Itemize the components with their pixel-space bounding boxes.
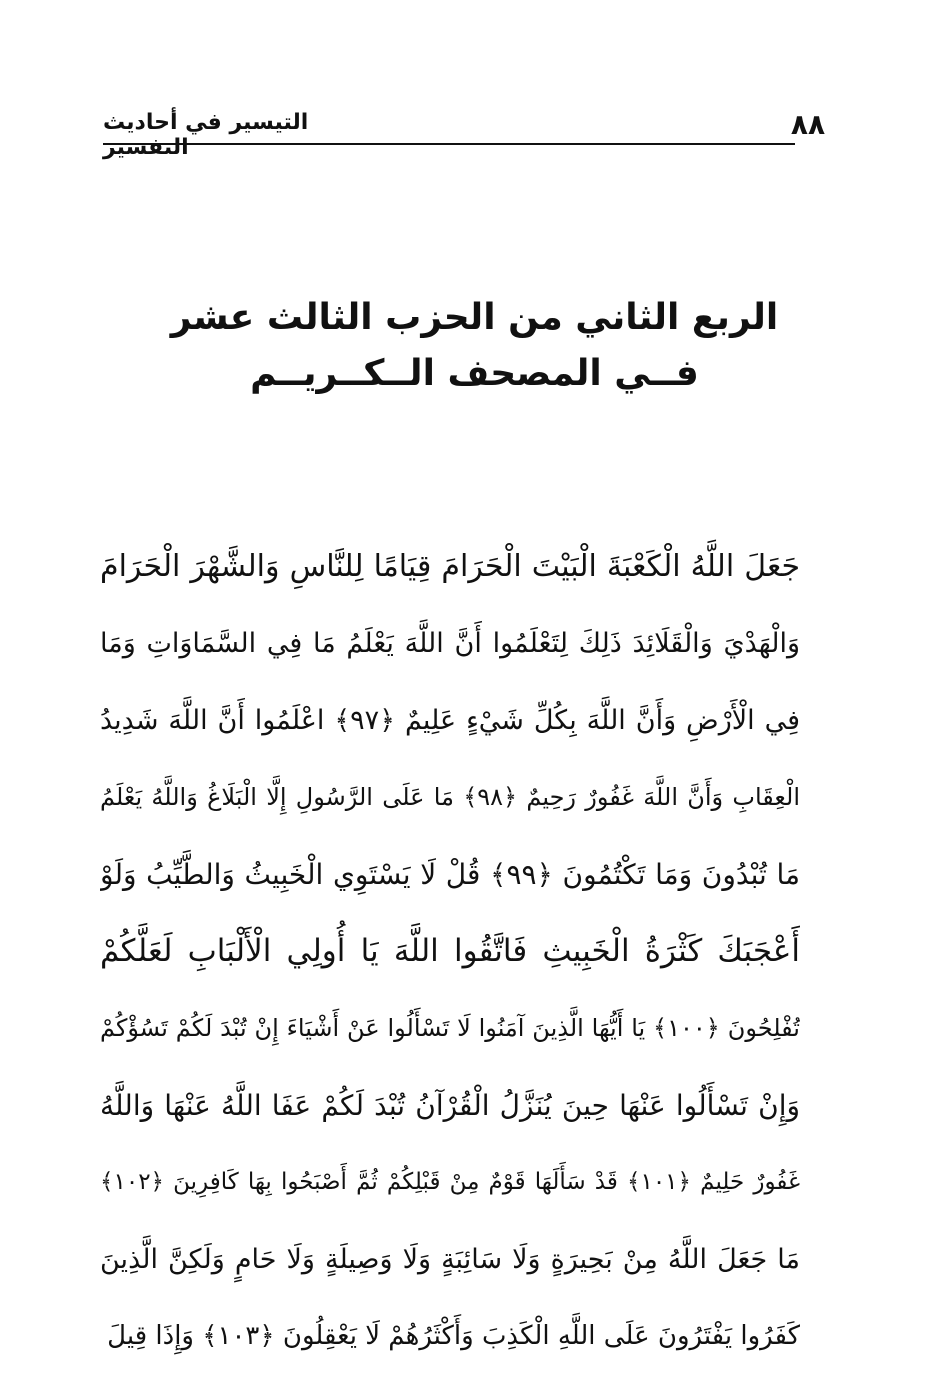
verse-line: أَعْجَبَكَ كَثْرَةُ الْخَبِيثِ فَاتَّقُوا اللَّهَ يَا أُولِي الْأَلْبَابِ لَعَلَّكُمْ	[100, 933, 800, 969]
verse-line: فِي الْأَرْضِ وَأَنَّ اللَّهَ بِكُلِّ شَيْءٍ عَلِيمٌ ﴿٩٧﴾ اعْلَمُوا أَنَّ اللَّهَ شَدِيدُ	[100, 705, 800, 736]
verse-line: كَفَرُوا يَفْتَرُونَ عَلَى اللَّهِ الْكَذِبَ وَأَكْثَرُهُمْ لَا يَعْقِلُونَ ﴿١٠٣﴾ وَإِذَا قِيلَ	[107, 1321, 800, 1351]
verse-line: مَا جَعَلَ اللَّهُ مِنْ بَحِيرَةٍ وَلَا سَائِبَةٍ وَلَا وَصِيلَةٍ وَلَا حَامٍ وَلَكِنَّ الَّذِينَ	[100, 1244, 800, 1275]
verse-line: وَالْهَدْيَ وَالْقَلَائِدَ ذَلِكَ لِتَعْلَمُوا أَنَّ اللَّهَ يَعْلَمُ مَا فِي السَّمَاوَاتِ وَمَا	[100, 628, 800, 659]
verse-line: الْعِقَابِ وَأَنَّ اللَّهَ غَفُورٌ رَحِيمٌ ﴿٩٨﴾ مَا عَلَى الرَّسُولِ إِلَّا الْبَلَاغُ وَاللَّهُ يَعْلَمُ	[100, 783, 800, 811]
verse-line: وَإِنْ تَسْأَلُوا عَنْهَا حِينَ يُنَزَّلُ الْقُرْآنُ تُبْدَ لَكُمْ عَفَا اللَّهُ عَنْهَا وَاللَّهُ	[100, 1089, 800, 1122]
verse-line: مَا تُبْدُونَ وَمَا تَكْتُمُونَ ﴿٩٩﴾ قُلْ لَا يَسْتَوِي الْخَبِيثُ وَالطَّيِّبُ وَلَوْ	[100, 858, 800, 891]
heading-line-1: الربع الثاني من الحزب الثالث عشر	[170, 297, 779, 338]
heading-line-2: فــي المصحف الــكــريــم	[250, 353, 699, 394]
verse-line: جَعَلَ اللَّهُ الْكَعْبَةَ الْبَيْتَ الْحَرَامَ قِيَامًا لِلنَّاسِ وَالشَّهْرَ الْحَرَامَ	[100, 549, 800, 584]
page-number: ٨٨	[790, 108, 826, 141]
running-title: التيسير في أحاديث التفسير	[103, 110, 309, 160]
header-divider	[103, 143, 795, 145]
verse-line: تُفْلِحُونَ ﴿١٠٠﴾ يَا أَيُّهَا الَّذِينَ آمَنُوا لَا تَسْأَلُوا عَنْ أَشْيَاءَ إِنْ تُبْدَ لَكُمْ تَسُؤْكُمْ	[100, 1014, 800, 1042]
page-header	[103, 108, 826, 160]
quran-verses-block	[100, 528, 800, 1375]
section-heading	[150, 290, 799, 402]
verse-line: غَفُورٌ حَلِيمٌ ﴿١٠١﴾ قَدْ سَأَلَهَا قَوْمٌ مِنْ قَبْلِكُمْ ثُمَّ أَصْبَحُوا بِهَا كَافِرِينَ ﴿١٠٢﴾	[100, 1169, 800, 1195]
